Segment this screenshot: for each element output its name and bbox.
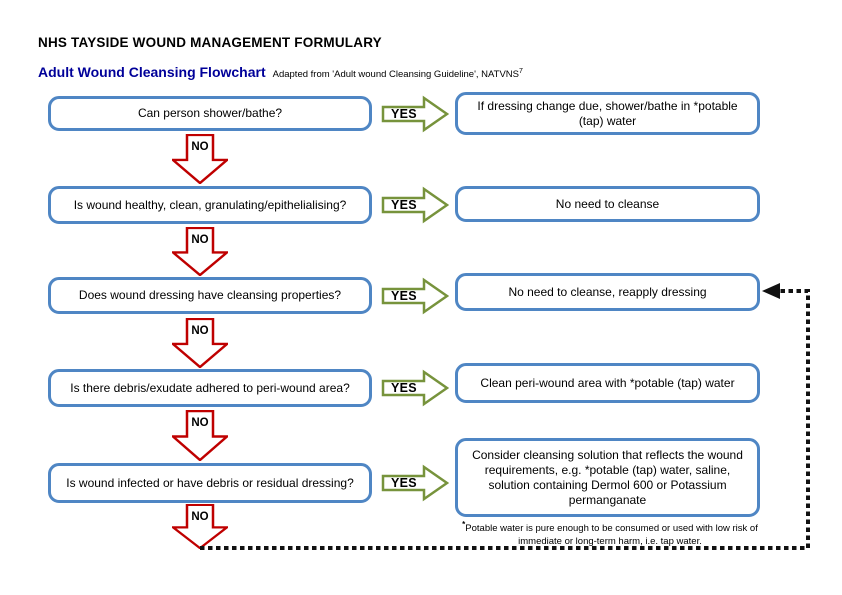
question-box-3 [48, 277, 372, 314]
answer-text: No need to cleanse, reapply dressing [508, 284, 707, 299]
no-arrow-1 [172, 134, 228, 184]
question-text: Does wound dressing have cleansing properties? [78, 288, 342, 302]
answer-text: Clean peri-wound area with *potable (tap) water [480, 375, 735, 390]
no-label: NO [191, 234, 209, 246]
answer-box-3 [455, 273, 760, 311]
question-box-5 [48, 463, 372, 503]
question-box-2 [48, 186, 372, 224]
potable-water-footnote [448, 520, 772, 549]
question-text: Is wound healthy, clean, granulating/epithelialising? [73, 197, 347, 212]
yes-arrow-1 [381, 94, 449, 134]
left-arrowhead-icon [762, 283, 780, 299]
page-title: NHS TAYSIDE WOUND MANAGEMENT FORMULARY [38, 35, 382, 50]
yes-label: YES [391, 476, 417, 490]
yes-label: YES [391, 198, 417, 212]
no-label: NO [191, 417, 209, 429]
answer-box-1 [455, 92, 760, 135]
yes-arrow-3 [381, 276, 449, 316]
no-label: NO [191, 141, 209, 153]
yes-arrow-2 [381, 185, 449, 225]
question-text: Is there debris/exudate adhered to peri-wound area? [70, 380, 350, 395]
question-text: Can person shower/bathe? [137, 106, 283, 120]
yes-label: YES [391, 289, 417, 303]
no-arrow-5 [172, 504, 228, 549]
no-arrow-2 [172, 227, 228, 276]
answer-box-5 [455, 438, 760, 517]
no-arrow-4 [172, 410, 228, 461]
answer-box-4 [455, 363, 760, 403]
flowchart-title: Adult Wound Cleansing Flowchart [38, 64, 266, 80]
footnote-text: Potable water is pure enough to be consumed or used with low risk of immediate or long-term harm, i.e. tap water. [465, 523, 758, 547]
answer-text: No need to cleanse [555, 196, 660, 211]
subtitle-row [38, 64, 523, 80]
yes-arrow-5 [381, 463, 449, 503]
question-box-4 [48, 369, 372, 407]
answer-text: Consider cleansing solution that reflects the wound requirements, e.g. *potable (tap) water, saline, solution containing Dermol 600 or Potassium permanganate [472, 447, 743, 507]
answer-box-2 [455, 186, 760, 222]
question-box-1 [48, 96, 372, 131]
footnote-asterisk: * [462, 520, 466, 529]
no-label: NO [191, 511, 209, 523]
yes-label: YES [391, 381, 417, 395]
yes-arrow-4 [381, 368, 449, 408]
yes-label: YES [391, 107, 417, 121]
no-arrow-3 [172, 318, 228, 368]
source-note-text: Adapted from 'Adult wound Cleansing Guideline', NATVNS [272, 69, 519, 80]
answer-text: If dressing change due, shower/bathe in *potable (tap) water [477, 98, 738, 128]
question-text: Is wound infected or have debris or residual dressing? [66, 475, 354, 490]
source-note-superscript: 7 [519, 67, 523, 75]
no-label: NO [191, 325, 209, 337]
flowchart-source-note [273, 68, 523, 80]
